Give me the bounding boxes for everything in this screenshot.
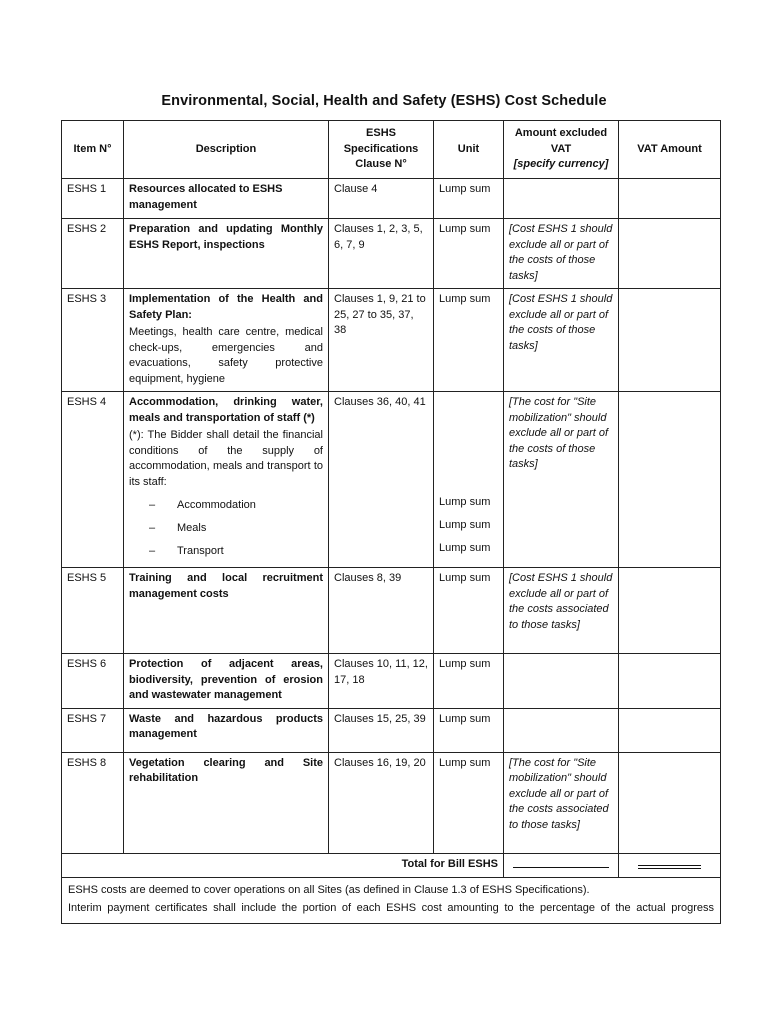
header-description: Description [124, 121, 329, 179]
item-number: ESHS 8 [62, 752, 124, 853]
item-number: ESHS 7 [62, 708, 124, 752]
item-number: ESHS 4 [62, 392, 124, 568]
item-number: ESHS 1 [62, 179, 124, 219]
item-number: ESHS 2 [62, 219, 124, 289]
item-number: ESHS 3 [62, 289, 124, 392]
clause-ref: Clauses 10, 11, 12, 17, 18 [329, 654, 434, 709]
dash-marker: – [149, 521, 156, 534]
amount-note: [Cost ESHS 1 should exclude all or part of the costs associated to those tasks] [504, 568, 619, 654]
notes-cell [62, 877, 721, 923]
unit: Lump sum [434, 289, 504, 392]
table-row [62, 289, 721, 392]
header-amount-line: VAT [550, 142, 572, 155]
dash-marker: – [149, 544, 156, 557]
item-description: Protection of adjacent areas, biodiversity, prevention of erosion and wastewater management [124, 654, 329, 709]
item-number: ESHS 5 [62, 568, 124, 654]
header-amount [504, 121, 619, 179]
header-item: Item N° [62, 121, 124, 179]
clause-ref: Clauses 8, 39 [329, 568, 434, 654]
table-row [62, 568, 721, 654]
clause-ref: Clauses 1, 2, 3, 5, 6, 7, 9 [329, 219, 434, 289]
unit: Lump sum [439, 518, 491, 531]
item-description [124, 289, 329, 392]
clause-ref: Clauses 15, 25, 39 [329, 708, 434, 752]
unit: Lump sum [434, 219, 504, 289]
clause-ref: Clauses 16, 19, 20 [329, 752, 434, 853]
document-title: Environmental, Social, Health and Safety (ESHS) Cost Schedule [161, 93, 607, 109]
item-description [124, 392, 329, 568]
description-title: Accommodation, drinking water, meals and transportation of staff (*) [129, 396, 323, 424]
unit-stack [434, 392, 504, 568]
total-vat-blank [619, 853, 721, 877]
item-description: Training and local recruitment management costs [124, 568, 329, 654]
item-number: ESHS 6 [62, 654, 124, 709]
item-description: Vegetation clearing and Site rehabilitation [124, 752, 329, 853]
notes-row [62, 877, 721, 923]
clause-ref: Clauses 1, 9, 21 to 25, 27 to 35, 37, 38 [329, 289, 434, 392]
header-currency-note: [specify currency] [513, 158, 609, 171]
vat-cell [619, 219, 721, 289]
amount-cell [504, 179, 619, 219]
sub-item-label: Transport [177, 544, 224, 557]
clause-ref: Clause 4 [329, 179, 434, 219]
sub-item-meals [129, 517, 323, 540]
unit: Lump sum [434, 708, 504, 752]
sub-units [439, 395, 498, 560]
table-row [62, 179, 721, 219]
note-text: Interim payment certificates shall include the portion of each ESHS cost amounting to the percentage of the actual progress [68, 901, 714, 914]
description-body: Meetings, health care centre, medical check-ups, emergencies and evacuations, safety protective equipment, hygiene [129, 326, 323, 385]
header-spec-line: Specifications [343, 142, 419, 155]
unit: Lump sum [434, 568, 504, 654]
vat-cell [619, 752, 721, 853]
table-row [62, 392, 721, 568]
table-row [62, 752, 721, 853]
table-row [62, 654, 721, 709]
note-text: ESHS costs are deemed to cover operations on all Sites (as defined in Clause 1.3 of ESHS Specifications). [68, 883, 590, 896]
header-spec-line: Clause N° [355, 158, 407, 171]
header-amount-line: Amount excluded [514, 127, 608, 140]
amount-note: [Cost ESHS 1 should exclude all or part of the costs of those tasks] [504, 219, 619, 289]
unit: Lump sum [434, 752, 504, 853]
cost-schedule-table [61, 120, 721, 924]
header-vat-amount: VAT Amount [619, 121, 721, 179]
sub-item-label: Accommodation [177, 498, 256, 511]
header-specifications [329, 121, 434, 179]
item-description: Resources allocated to ESHS management [124, 179, 329, 219]
unit: Lump sum [434, 654, 504, 709]
header-spec-line: ESHS [366, 127, 396, 140]
total-label: Total for Bill ESHS [62, 853, 504, 877]
vat-cell [619, 568, 721, 654]
vat-cell [619, 179, 721, 219]
amount-note: [The cost for "Site mobilization" should exclude all or part of the costs of those tasks] [504, 392, 619, 568]
amount-note: [The cost for "Site mobilization" should exclude all or part of the costs associated to those tasks] [504, 752, 619, 853]
unit: Lump sum [439, 541, 491, 554]
description-title: Implementation of the Health and Safety Plan: [129, 293, 323, 321]
unit: Lump sum [434, 179, 504, 219]
description-body: (*): The Bidder shall detail the financial conditions of the supply of accommodation, meals and transport to its staff: [129, 429, 323, 488]
table-row [62, 219, 721, 289]
clause-ref: Clauses 36, 40, 41 [329, 392, 434, 568]
sub-item-accommodation [129, 494, 323, 517]
amount-note: [Cost ESHS 1 should exclude all or part of the costs of those tasks] [504, 289, 619, 392]
vat-cell [619, 289, 721, 392]
total-underline [513, 867, 609, 869]
vat-cell [619, 654, 721, 709]
header-row [62, 121, 721, 179]
item-description: Preparation and updating Monthly ESHS Report, inspections [124, 219, 329, 289]
vat-cell [619, 392, 721, 568]
amount-cell [504, 654, 619, 709]
sub-item-transport [129, 540, 323, 563]
total-amount-blank [504, 853, 619, 877]
sub-item-label: Meals [177, 521, 207, 534]
amount-cell [504, 708, 619, 752]
total-row [62, 853, 721, 877]
total-double-underline [638, 865, 701, 869]
table-row [62, 708, 721, 752]
dash-marker: – [149, 498, 156, 511]
item-description: Waste and hazardous products management [124, 708, 329, 752]
header-unit: Unit [434, 121, 504, 179]
vat-cell [619, 708, 721, 752]
unit: Lump sum [439, 495, 491, 508]
